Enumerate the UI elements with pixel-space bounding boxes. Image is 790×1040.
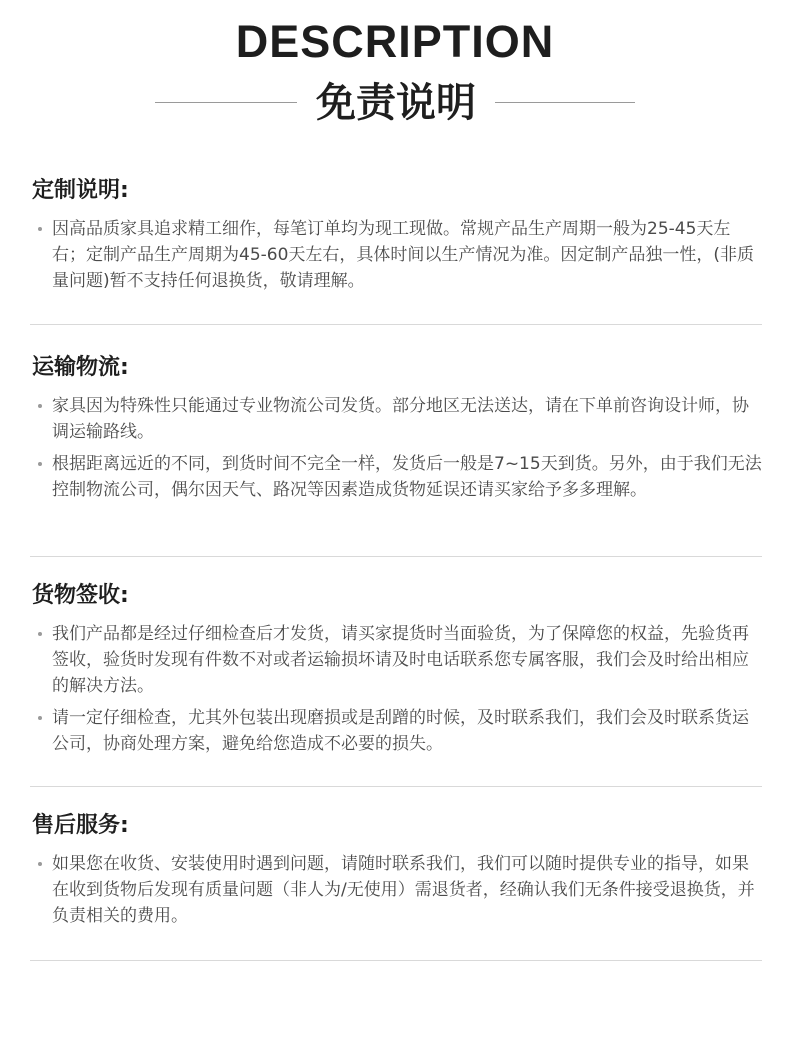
section-custom-order	[30, 176, 762, 300]
bullet-dot	[38, 716, 42, 720]
section-receipt	[30, 581, 762, 763]
list-item	[30, 621, 762, 699]
bullet-dot	[38, 462, 42, 466]
section-divider	[30, 960, 762, 961]
item-text: 家具因为特殊性只能通过专业物流公司发货。部分地区无法送达，请在下单前咨询设计师，协调运输路线。	[52, 396, 749, 442]
bullet-dot	[38, 632, 42, 636]
item-text: 如果您在收货、安装使用时遇到问题，请随时联系我们，我们可以随时提供专业的指导，如果在收到货物后发现有质量问题（非人为/无使用）需退货者，经确认我们无条件接受退换货，并负责相关的费用。	[52, 854, 755, 926]
list-item	[30, 851, 762, 929]
title-rule-left	[155, 102, 297, 103]
list-item	[30, 393, 762, 445]
item-text: 根据距离远近的不同，到货时间不完全一样，发货后一般是7~15天到货。另外，由于我们无法控制物流公司，偶尔因天气、路况等因素造成货物延误还请买家给予多多理解。	[52, 454, 762, 500]
section-title: 货物签收:	[32, 583, 129, 608]
section-title: 运输物流:	[32, 355, 129, 380]
item-text: 我们产品都是经过仔细检查后才发货，请买家提货时当面验货，为了保障您的权益，先验货再签收，验货时发现有件数不对或者运输损坏请及时电话联系您专属客服，我们会及时给出相应的解决方法。	[52, 624, 749, 696]
bullet-dot	[38, 862, 42, 866]
title-cn-row	[0, 78, 790, 128]
section-logistics	[30, 353, 762, 509]
section-title: 定制说明:	[32, 178, 129, 203]
section-after-sales	[30, 811, 762, 935]
section-title: 售后服务:	[32, 813, 129, 838]
bullet-dot	[38, 404, 42, 408]
list-item	[30, 216, 762, 294]
page-title-chinese: 免责说明	[316, 80, 476, 126]
section-divider	[30, 324, 762, 325]
page-title-english: DESCRIPTION	[235, 16, 555, 67]
section-divider	[30, 786, 762, 787]
title-rule-right	[495, 102, 635, 103]
item-text: 请一定仔细检查，尤其外包装出现磨损或是刮蹭的时候，及时联系我们，我们会及时联系货运公司，协商处理方案，避免给您造成不必要的损失。	[52, 708, 749, 754]
section-divider	[30, 556, 762, 557]
item-text: 因高品质家具追求精工细作，每笔订单均为现工现做。常规产品生产周期一般为25-45天左右；定制产品生产周期为45-60天左右，具体时间以生产情况为准。因定制产品独一性，(非质量问题)暂不支持任何退换货，敬请理解。	[52, 219, 755, 291]
bullet-dot	[38, 227, 42, 231]
header	[0, 0, 790, 140]
list-item	[30, 705, 762, 757]
list-item	[30, 451, 762, 503]
